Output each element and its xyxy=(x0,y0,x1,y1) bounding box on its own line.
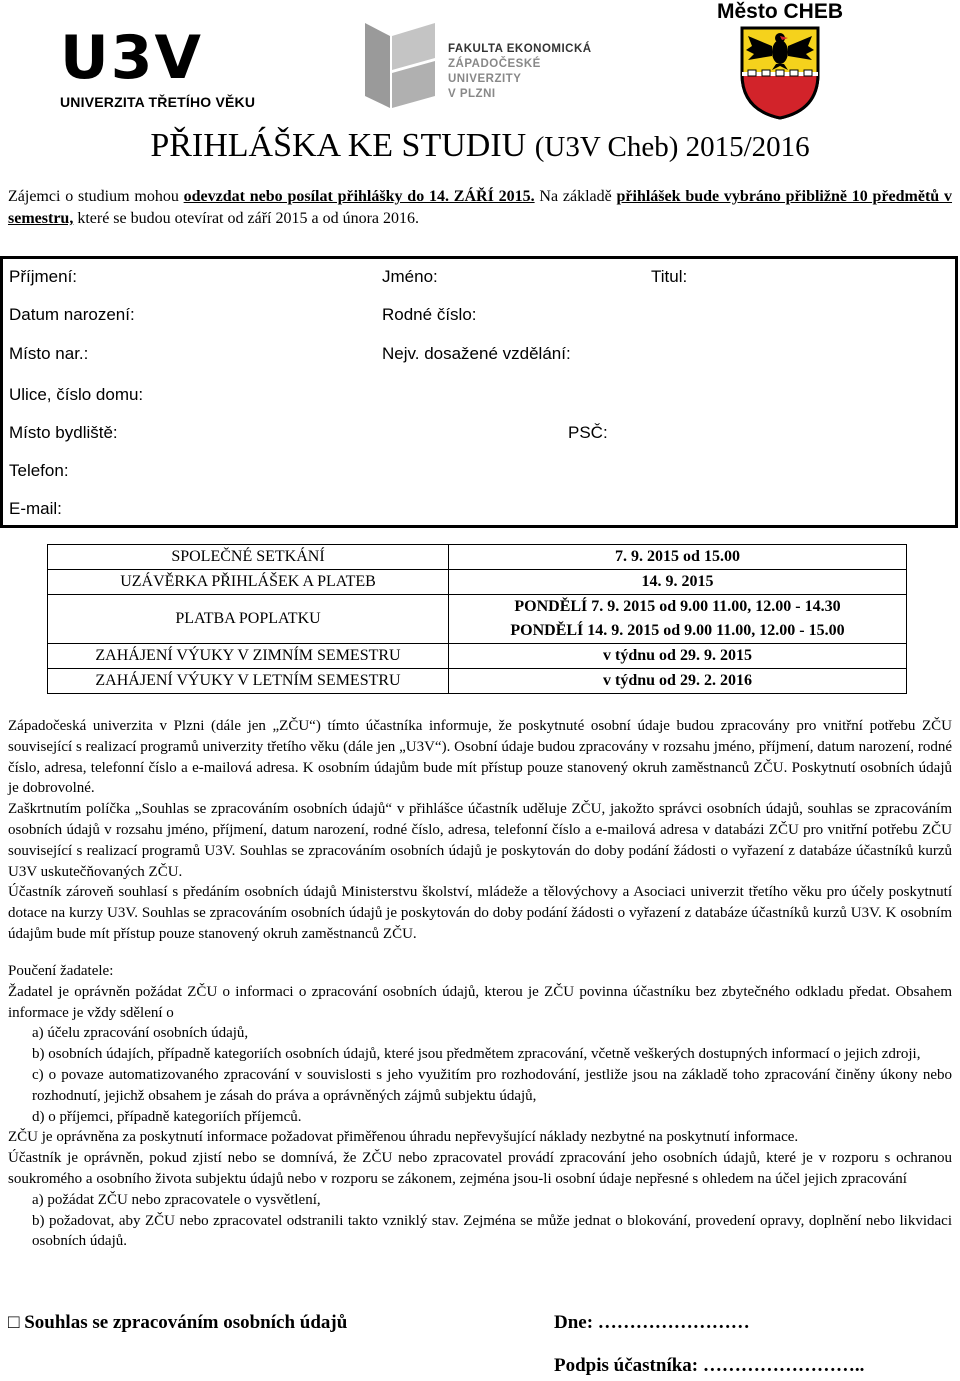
fe-mark-icon xyxy=(360,18,440,113)
fe-zcu-logo xyxy=(360,18,600,113)
field-vzdelani[interactable]: Nejv. dosažené vzdělání: xyxy=(382,344,571,363)
table-row xyxy=(48,570,907,595)
list-item: c) o povaze automatizovaného zpracování v souvislosti s jeho využitím pro rozhodování, jestliže jsou na základě toho zpracování činěny úkony nebo rozhodnutí, jejichž obsahem je zásah do práva a oprávněných zájmů subjektu údajů, xyxy=(32,1066,952,1104)
fe-line: ZÁPADOČESKÉ xyxy=(448,58,541,70)
personal-data-form xyxy=(0,256,958,528)
field-datum-narozeni[interactable]: Datum narození: xyxy=(9,305,135,324)
table-row xyxy=(48,644,907,669)
u3v-logo xyxy=(60,23,260,110)
fe-text xyxy=(448,42,592,102)
intro-text: které se budou otevírat od září 2015 a od února 2016. xyxy=(73,210,419,227)
field-email[interactable]: E-mail: xyxy=(9,499,62,518)
privacy-notice xyxy=(8,716,952,945)
table-row xyxy=(48,545,907,570)
schedule-table xyxy=(47,544,907,694)
field-prijmeni[interactable]: Příjmení: xyxy=(9,267,78,286)
schedule-label: UZÁVĚRKA PŘIHLÁŠEK A PLATEB xyxy=(48,570,449,595)
u3v-letters: U3V xyxy=(60,23,203,93)
schedule-label: PLATBA POPLATKU xyxy=(48,595,449,644)
schedule-value-line: PONDĚLÍ 14. 9. 2015 od 9.00 11.00, 12.00 - 15.00 xyxy=(510,622,845,639)
schedule-value: 14. 9. 2015 xyxy=(449,570,907,595)
schedule-value-line: PONDĚLÍ 7. 9. 2015 od 9.00 11.00, 12.00 - 14.30 xyxy=(514,598,841,615)
u3v-subtitle: UNIVERZITA TŘETÍHO VĚKU xyxy=(60,94,256,110)
page-title xyxy=(0,124,960,169)
fe-line: UNIVERZITY xyxy=(448,73,522,85)
cheb-name: Město CHEB xyxy=(716,0,843,23)
list-item: a) požádat ZČU nebo zpracovatele o vysvětlení, xyxy=(32,1191,321,1208)
field-ulice[interactable]: Ulice, číslo domu: xyxy=(9,385,144,404)
field-titul[interactable]: Titul: xyxy=(651,267,688,286)
fe-line: V PLZNI xyxy=(448,88,496,100)
privacy-paragraph: Zaškrtnutím políčka „Souhlas se zpracováním osobních údajů“ v přihlášce účastník uděluje ZČU, jakožto správci osobních údajů, souhlas se zpracováním osobních údajů v rozsahu jméno, příjmení, datum narození, rodné číslo, adresa, telefonní číslo a e-mailová adresa v databázi ZČU pro vnitřní potřebu ZČU související s realizací programů U3V. Souhlas se zpracováním osobních údajů je poskytován do doby podání žádosti o vyřazení z databáze účastníků kurzů U3V uskutečňovaných ZČU. xyxy=(8,801,952,880)
schedule-value: 7. 9. 2015 od 15.00 xyxy=(449,545,907,570)
field-misto-bydliste[interactable]: Místo bydliště: xyxy=(9,423,118,442)
schedule-label: SPOLEČNÉ SETKÁNÍ xyxy=(48,545,449,570)
table-row xyxy=(48,595,907,644)
consent-label: Souhlas se zpracováním osobních údajů xyxy=(24,1312,348,1333)
instructions-paragraph: Žadatel je oprávněn požádat ZČU o informaci o zpracování osobních údajů, kterou je ZČU povinna účastníku bez zbytečného odkladu předat. Obsahem informace je vždy sdělení o xyxy=(8,983,952,1021)
list-item: a) účelu zpracování osobních údajů, xyxy=(32,1025,249,1042)
instructions-paragraph: Účastník je oprávněn, pokud zjistí nebo se domnívá, že ZČU nebo zpracovatel provádí zpracování jeho osobních údajů, které je v rozporu s ochranou soukromého a osobního života subjektu údajů nebo v rozporu se zákonem, zejména jsou-li osobní údaje nepřesné s ohledem na účel jejich zpracování xyxy=(8,1150,952,1187)
intro-selection: přihlášek bude vybráno přibližně 10 předmětů v semestru, xyxy=(8,188,953,227)
instructions-heading: Poučení žadatele: xyxy=(8,963,114,979)
consent-checkbox[interactable] xyxy=(8,1312,347,1334)
field-rodne-cislo[interactable]: Rodné číslo: xyxy=(382,305,477,324)
list-item: d) o příjemci, případně kategoriích příjemců. xyxy=(32,1108,302,1125)
schedule-value: v týdnu od 29. 9. 2015 xyxy=(449,644,907,669)
list-item: b) osobních údajích, případně kategoriích osobních údajů, které jsou předmětem zpracování, včetně veškerých dostupných informací o jejich zdroji, xyxy=(32,1046,921,1063)
date-field[interactable]: Dne: …………………… xyxy=(554,1312,750,1333)
intro-text: Na základě xyxy=(534,188,617,205)
schedule-value: v týdnu od 29. 2. 2016 xyxy=(449,669,907,694)
list-item: b) požadovat, aby ZČU nebo zpracovatel odstranili takto vzniklý stav. Zejména se může jednat o blokování, provedení opravy, doplnění nebo likvidaci osobních údajů. xyxy=(32,1212,952,1250)
intro-deadline: odevzdat nebo posílat přihlášky do 14. ZÁŘÍ 2015. xyxy=(183,188,535,205)
cheb-coat-of-arms-icon xyxy=(738,24,822,120)
intro-text: Zájemci o studium mohou xyxy=(8,188,184,205)
signature-field[interactable]: Podpis účastníka: …………………….. xyxy=(554,1355,865,1376)
schedule-label: ZAHÁJENÍ VÝUKY V LETNÍM SEMESTRU xyxy=(48,669,449,694)
cheb-logo xyxy=(700,0,860,120)
applicant-instructions xyxy=(8,961,952,1252)
privacy-paragraph: Západočeská univerzita v Plzni (dále jen „ZČU“) tímto účastníka informuje, že poskytnuté osobní údaje budou zpracovány pro vnitřní potřebu ZČU související s realizací programů univerzity třetího věku (dále jen „U3V“). Osobní údaje budou zpracovány v rozsahu jméno, příjmení, datum narození, rodné číslo, adresa, telefonní číslo a e-mailová adresa. K osobním údajům bude mít přístup pouze stanovený okruh zaměstnanců ZČU. Poskytnutí osobních údajů je dobrovolné. xyxy=(8,718,952,797)
fe-line: FAKULTA EKONOMICKÁ xyxy=(448,43,592,55)
table-row xyxy=(48,669,907,694)
field-misto-narozeni[interactable]: Místo nar.: xyxy=(9,344,89,363)
field-jmeno[interactable]: Jméno: xyxy=(382,267,438,286)
field-psc[interactable]: PSČ: xyxy=(568,423,608,442)
field-telefon[interactable]: Telefon: xyxy=(9,461,69,480)
title-sub: (U3V Cheb) 2015/2016 xyxy=(534,131,810,163)
checkbox-icon[interactable]: □ xyxy=(8,1312,20,1333)
schedule-value xyxy=(449,595,907,644)
schedule-label: ZAHÁJENÍ VÝUKY V ZIMNÍM SEMESTRU xyxy=(48,644,449,669)
intro-paragraph xyxy=(8,186,952,230)
title-main: PŘIHLÁŠKA KE STUDIU xyxy=(150,127,527,164)
privacy-paragraph: Účastník zároveň souhlasí s předáním osobních údajů Ministerstvu školství, mládeže a tělovýchovy a Asociaci univerzit třetího věku pro účely poskytnutí dotace na kurzy U3V. Souhlas se zpracováním osobních údajů je poskytován do doby podání žádosti o vyřazení z databáze účastníků kurzů U3V. K osobním údajům bude mít přístup pouze stanovený okruh zaměstnanců ZČU. xyxy=(8,884,952,942)
instructions-paragraph: ZČU je oprávněna za poskytnutí informace požadovat přiměřenou úhradu nepřevyšující náklady nezbytné na poskytnutí informace. xyxy=(8,1129,799,1146)
